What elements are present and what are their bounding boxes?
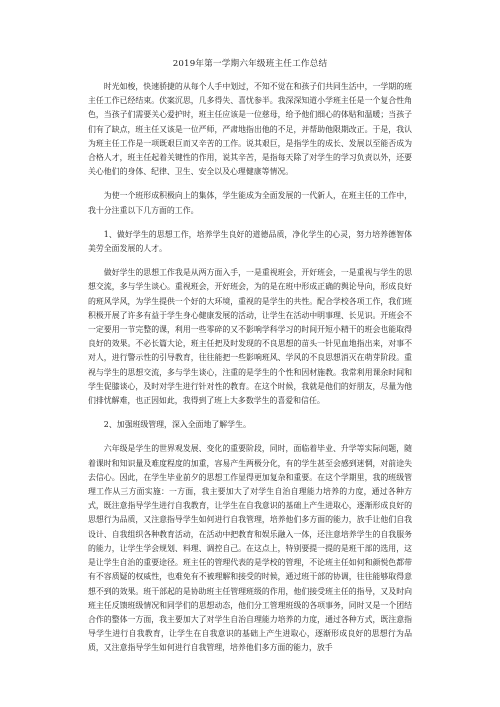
section-heading-2: 2、加强班级管理，深入全面地了解学生。 xyxy=(103,420,251,430)
paragraph-focus: 为使一个班形成积极向上的集体，学生能成为全面发展的一代新人，在班主任的工作中，我十分注重以下几方面的工作。 xyxy=(88,191,412,215)
paragraph-class-management: 六年级是学生的世界观发展、变化的重要阶段，同时，面临着毕业、升学等实际问题，随着课时和知识量及难度程度的加重，容易产生两极分化，有的学生甚至会感到迷惘，对前途失去信心。因此，在学生毕业前夕的思想工作显得更加复杂和重要。在这个学期里，我的班级管理工作从三方面实施：一方面，我主要加大了对学生自治自理能力培养的力度，通过各种方式，既注意指导学生进行自我教育，让学生在自我意识的基础上产生进取心，逐渐形成良好的思想行为品质，又注意指导学生如何进行自我管理，培养他们多方面的能力，放手让他们自我设计、自我组织各种教育活动，在活动中把教育和娱乐融入一体，还注意培养学生的自我服务的能力，让学生学会规划、料理、调控自己。在这点上，特别要提一提的是班干部的选用，这是让学生自治的重要途径。班主任的管理代表的是学校的管理，不论班主任如何和颜悦色都带有不容质疑的权威性，也难免有不被理解和接受的时候，通过班干部的协调，往往能够取得意想不到的效果。班干部起的是协助班主任管理班级的作用，他们接受班主任的指导，又及时向班主任反馈班级情况和同学们的思想动态，他们分工管理班级的各项事务，同时又是一个团结合作的整体一方面，我主要加大了对学生自治自理能力培养的力度，通过各种方式，既注意指导学生进行自我教育，让学生在自我意识的基础上产生进取心，逐渐形成良好的思想行为品质，又注意指导学生如何进行自我管理，培养他们多方面的能力，放手 xyxy=(88,444,412,653)
paragraph-ideology: 做好学生的思想工作我是从两方面入手，一是重视班会，开好班会，一是重视与学生的思想交流，多与学生谈心。重视班会，开好班会，为的是在班中形成正确的舆论导向，形成良好的班风学风，为学生提供一个好的大环境，重视的是学生的共性。配合学校各项工作，我们班积极开展了许多有益于学生身心健康发展的活动，让学生在活动中明事理、长见识。开班会不一定要用一节完整的课，利用一些零碎的又不影响学科学习的时间开短小精干的班会也能取得良好的效果。不必长篇大论，班主任把及时发现的不良思想的苗头一针见血地指出来，对事不对人，进行警示性的引导教育，往往能把一些影响班风、学风的不良思想消灭在萌芽阶段。重视与学生的思想交流，多与学生谈心，注重的是学生的个性和因材施教。我常利用课余时间和学生促膝谈心，及时对学生进行针对性的教育。在这个时候，我就是他们的好朋友，尽量为他们排忧解难，也正因如此，我得到了班上大多数学生的喜爱和信任。 xyxy=(88,268,412,406)
paragraph-intro: 时光如梭，快速骄捷的从每个人手中划过，不知不觉在和孩子们共同生活中，一学期的班主任工作已经结束。伏案沉思，几多得失、喜忧参半。我深深知道小学班主任是一个复合性角色，当孩子们需要关心爱护时，班主任应该是一位慈母，给予他们细心的体贴和温暖；当孩子们有了缺点，班主任又该是一位严师，严肃地指出他的不足，并帮助他限期改正。于是，我认为班主任工作是一项既艰巨而又辛苦的工作。说其艰巨，是指学生的成长、发展以至能否成为合格人才，班主任起着关键性的作用，说其辛苦，是指每天除了对学生的学习负责以外，还要关心他们的身体、纪律、卫生、安全以及心理健康等情况。 xyxy=(88,82,412,177)
section-heading-1: 1、做好学生的思想工作，培养学生良好的道德品质，净化学生的心灵，努力培养德智体美劳全面发展的人才。 xyxy=(88,229,412,254)
document-title: 2019年第一学期六年级班主任工作总结 xyxy=(172,59,328,69)
